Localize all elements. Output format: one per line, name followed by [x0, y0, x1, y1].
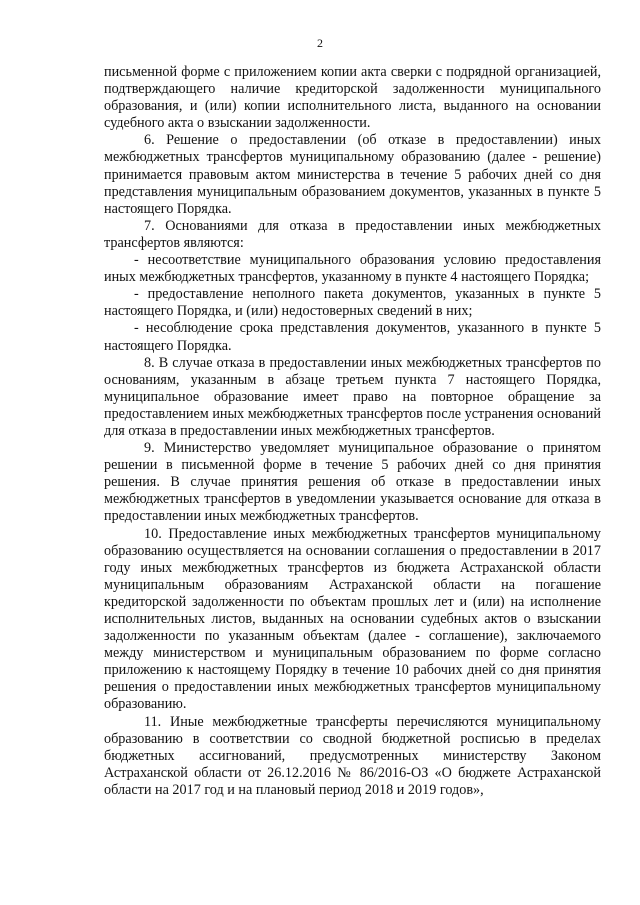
paragraph-item-11: 11. Иные межбюджетные трансферты перечисляются муниципальному образованию в соответствии со сводной бюджетной росписью в пределах бюджетных ассигнований, предусмотренных министерству Законом Астраханской области от 26.12.2016 № 86/2016-ОЗ «О бюджете Астраханской области на 2017 год и на плановый период 2018 и 2019 годов»,: [104, 713, 601, 798]
paragraph-item-7-bullet-3: - несоблюдение срока представления документов, указанного в пункте 5 настоящего Порядка.: [104, 320, 601, 354]
paragraph-item-7-bullet-2: - предоставление неполного пакета документов, указанных в пункте 5 настоящего Порядка, и (или) недостоверных сведений в них;: [104, 286, 601, 320]
document-body: [104, 64, 601, 799]
paragraph-item-8: 8. В случае отказа в предоставлении иных межбюджетных трансфертов по основаниям, указанным в абзаце третьем пункта 7 настоящего Порядка, муниципальное образование имеет право на повторное обращение за предоставлением иных межбюджетных трансфертов после устранения оснований для отказа в предоставлении иных межбюджетных трансфертов.: [104, 354, 601, 439]
paragraph-continuation: письменной форме с приложением копии акта сверки с подрядной организацией, подтверждающего наличие кредиторской задолженности муниципального образования, и (или) копии исполнительного листа, выданного на основании судебного акта о взыскании задолженности.: [104, 64, 601, 132]
page-number: 2: [317, 36, 323, 50]
paragraph-item-7: 7. Основаниями для отказа в предоставлении иных межбюджетных трансфертов являются:: [104, 217, 601, 251]
paragraph-item-10: 10. Предоставление иных межбюджетных трансфертов муниципальному образованию осуществляется на основании соглашения о предоставлении в 2017 году иных межбюджетных трансфертов из бюджета Астраханской области муниципальным образованиям Астраханской области на погашение кредиторской задолженности по объектам прошлых лет и (или) на исполнение исполнительных листов, выданных на основании судебных актов о взыскании задолженности по указанным объектам (далее - соглашение), заключаемого между министерством и муниципальным образованием по форме согласно приложению к настоящему Порядку в течение 10 рабочих дней со дня принятия решения о предоставлении иных межбюджетных трансфертов муниципальному образованию.: [104, 525, 601, 713]
paragraph-item-7-bullet-1: - несоответствие муниципального образования условию предоставления иных межбюджетных трансфертов, указанному в пункте 4 настоящего Порядка;: [104, 252, 601, 286]
paragraph-item-6: 6. Решение о предоставлении (об отказе в предоставлении) иных межбюджетных трансфертов муниципальному образованию (далее - решение) принимается правовым актом министерства в течение 5 рабочих дней со дня представления муниципальным образованием документов, указанных в пункте 5 настоящего Порядка.: [104, 132, 601, 217]
paragraph-item-9: 9. Министерство уведомляет муниципальное образование о принятом решении в письменной форме в течение 5 рабочих дней со дня принятия решения. В случае принятия решения об отказе в предоставлении иных межбюджетных трансфертов в уведомлении указывается основание для отказа в предоставлении иных межбюджетных трансфертов.: [104, 440, 601, 525]
